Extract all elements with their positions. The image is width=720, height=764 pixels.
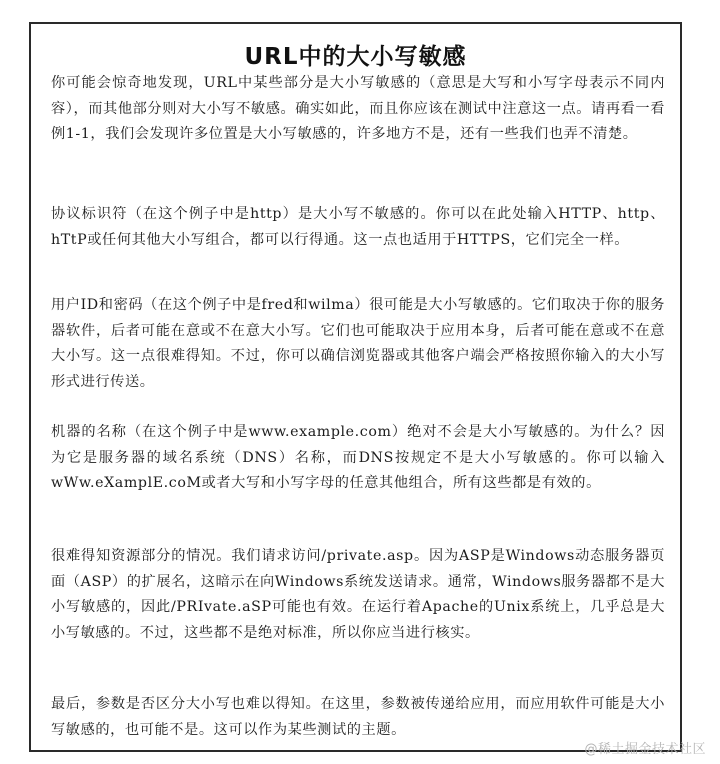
page-title: URL中的大小写敏感 [244, 44, 467, 70]
paragraph-parameters: 最后，参数是否区分大小写也难以得知。在这里，参数被传递给应用，而应用软件可能是大小写敏感的，也可能不是。这可以作为某些测试的主题。 [51, 696, 665, 738]
sidebar-box [29, 22, 682, 752]
watermark: @稀土掘金技术社区 [584, 742, 706, 757]
paragraph-intro: 你可能会惊奇地发现，URL中某些部分是大小写敏感的（意思是大写和小写字母表示不同内容），而其他部分则对大小写不敏感。确实如此，而且你应该在测试中注意这一点。请再看一看例1-1，我们会发现许多位置是大小写敏感的，许多地方不是，还有一些我们也弄不清楚。 [51, 75, 665, 142]
paragraph-hostname: 机器的名称（在这个例子中是www.example.com）绝对不会是大小写敏感的。为什么？因为它是服务器的域名系统（DNS）名称，而DNS按规定不是大小写敏感的。你可以输入wWw.eXamplE.coM或者大写和小写字母的任意其他组合，所有这些都是有效的。 [51, 424, 665, 491]
paragraph-resource: 很难得知资源部分的情况。我们请求访问/private.asp。因为ASP是Windows动态服务器页面（ASP）的扩展名，这暗示在向Windows系统发送请求。通常，Windows服务器都不是大小写敏感的，因此/PRIvate.aSP可能也有效。在运行着Apache的Unix系统上，几乎总是大小写敏感的。不过，这些都不是绝对标准，所以你应当进行核实。 [51, 548, 665, 641]
paragraph-protocol: 协议标识符（在这个例子中是http）是大小写不敏感的。你可以在此处输入HTTP、http、hTtP或任何其他大小写组合，都可以行得通。这一点也适用于HTTPS，它们完全一样。 [51, 206, 665, 248]
paragraph-userid: 用户ID和密码（在这个例子中是fred和wilma）很可能是大小写敏感的。它们取决于你的服务器软件，后者可能在意或不在意大小写。它们也可能取决于应用本身，后者可能在意或不在意大小写。这一点很难得知。不过，你可以确信浏览器或其他客户端会严格按照你输入的大小写形式进行传送。 [51, 297, 665, 390]
